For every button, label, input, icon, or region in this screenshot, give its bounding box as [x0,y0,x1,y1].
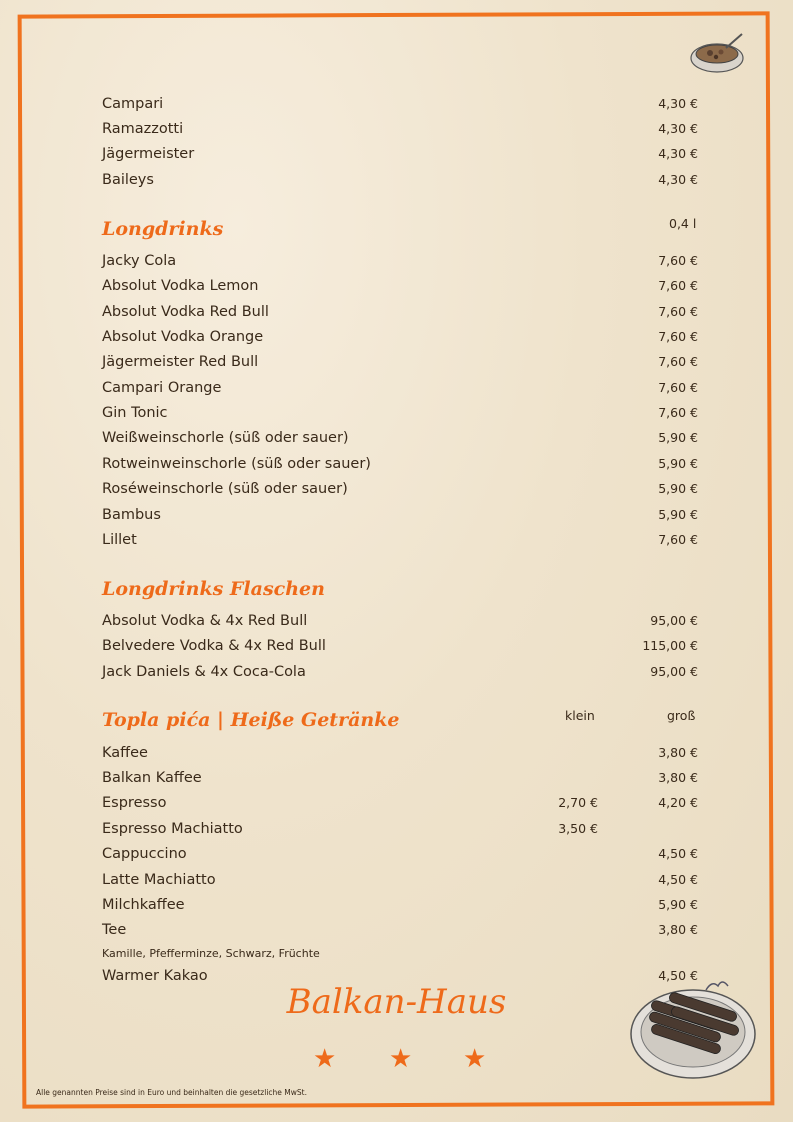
star-icon: ★ [313,1044,337,1074]
list-item [102,377,700,399]
star-icon: ★ [389,1044,413,1074]
item-price: 3,80 € [658,770,698,785]
list-item [102,275,700,297]
item-name: Weißweinschorle (süß oder sauer) [102,430,349,446]
item-price: 95,00 € [650,613,698,628]
item-price: 4,30 € [658,121,698,136]
item-name: Absolut Vodka Lemon [102,278,259,294]
item-price: 3,80 € [658,922,698,937]
item-price: 3,80 € [658,745,698,760]
item-name: Latte Machiatto [102,872,216,888]
item-name: Warmer Kakao [102,968,208,984]
item-price: 4,30 € [658,96,698,111]
item-price-small: 3,50 € [558,821,598,836]
item-name: Jägermeister [102,146,195,162]
column-header-small: klein [565,708,595,723]
item-price: 7,60 € [658,532,698,547]
list-item [102,767,700,789]
item-name: Belvedere Vodka & 4x Red Bull [102,638,326,654]
item-price: 7,60 € [658,253,698,268]
item-name: Espresso [102,795,167,811]
list-item [102,478,700,500]
section-heading-hot-drinks: Topla pića | Heiße Getränke [102,709,400,731]
item-name: Bambus [102,507,161,523]
list-item [102,635,700,657]
item-price: 4,50 € [658,968,698,983]
item-price: 5,90 € [658,456,698,471]
item-price: 4,30 € [658,146,698,161]
item-name: Jacky Cola [102,253,177,269]
item-name: Campari [102,96,164,112]
section-heading-bottles: Longdrinks Flaschen [102,578,325,600]
list-item [102,529,700,551]
item-name: Absolut Vodka Red Bull [102,304,269,320]
item-price: 4,50 € [658,872,698,887]
list-item [102,326,700,348]
item-name: Campari Orange [102,380,222,396]
column-header-large: groß [667,708,696,723]
item-name: Cappuccino [102,846,187,862]
list-item [102,818,700,840]
item-price: 95,00 € [650,664,698,679]
item-price: 7,60 € [658,304,698,319]
item-name: Espresso Machiatto [102,821,243,837]
item-price: 7,60 € [658,278,698,293]
item-name: Rotweinweinschorle (süß oder sauer) [102,456,371,472]
item-price: 115,00 € [642,638,698,653]
item-price: 7,60 € [658,405,698,420]
list-item [102,610,700,632]
soup-bowl-icon [688,30,746,76]
list-item [102,301,700,323]
item-name: Absolut Vodka & 4x Red Bull [102,613,308,629]
item-name: Jack Daniels & 4x Coca-Cola [102,664,306,680]
volume-label: 0,4 l [669,216,697,231]
list-item [102,402,700,424]
item-price: 5,90 € [658,897,698,912]
item-price: 7,60 € [658,354,698,369]
list-item [102,93,700,115]
item-name: Ramazzotti [102,121,184,137]
list-item [102,453,700,475]
item-name: Milchkaffee [102,897,185,913]
list-item [102,661,700,683]
list-item [102,118,700,140]
list-item [102,742,700,764]
item-price: 4,50 € [658,846,698,861]
item-name: Tee [102,922,127,938]
item-name: Balkan Kaffee [102,770,202,786]
list-item [102,792,700,814]
list-item [102,169,700,191]
list-item [102,427,700,449]
item-name: Gin Tonic [102,405,168,421]
list-item [102,250,700,272]
item-price: 5,90 € [658,430,698,445]
item-price: 4,20 € [658,795,698,810]
star-icon: ★ [463,1044,487,1074]
list-item [102,919,700,941]
list-item [102,843,700,865]
list-item [102,351,700,373]
tea-varieties-note: Kamille, Pfefferminze, Schwarz, Früchte [102,947,320,960]
brand-name: Balkan-Haus [286,982,507,1022]
item-name: Lillet [102,532,137,548]
item-price: 4,30 € [658,172,698,187]
item-price: 5,90 € [658,507,698,522]
list-item [102,143,700,165]
item-price: 7,60 € [658,380,698,395]
item-price: 5,90 € [658,481,698,496]
item-price-small: 2,70 € [558,795,598,810]
price-footnote: Alle genannten Preise sind in Euro und beinhalten die gesetzliche MwSt. [36,1088,307,1097]
item-price: 7,60 € [658,329,698,344]
item-name: Jägermeister Red Bull [102,354,259,370]
section-heading-longdrinks: Longdrinks [102,218,224,240]
item-name: Baileys [102,172,154,188]
item-name: Roséweinschorle (süß oder sauer) [102,481,348,497]
item-name: Kaffee [102,745,148,761]
item-name: Absolut Vodka Orange [102,329,264,345]
list-item [102,869,700,891]
list-item [102,894,700,916]
list-item [102,504,700,526]
